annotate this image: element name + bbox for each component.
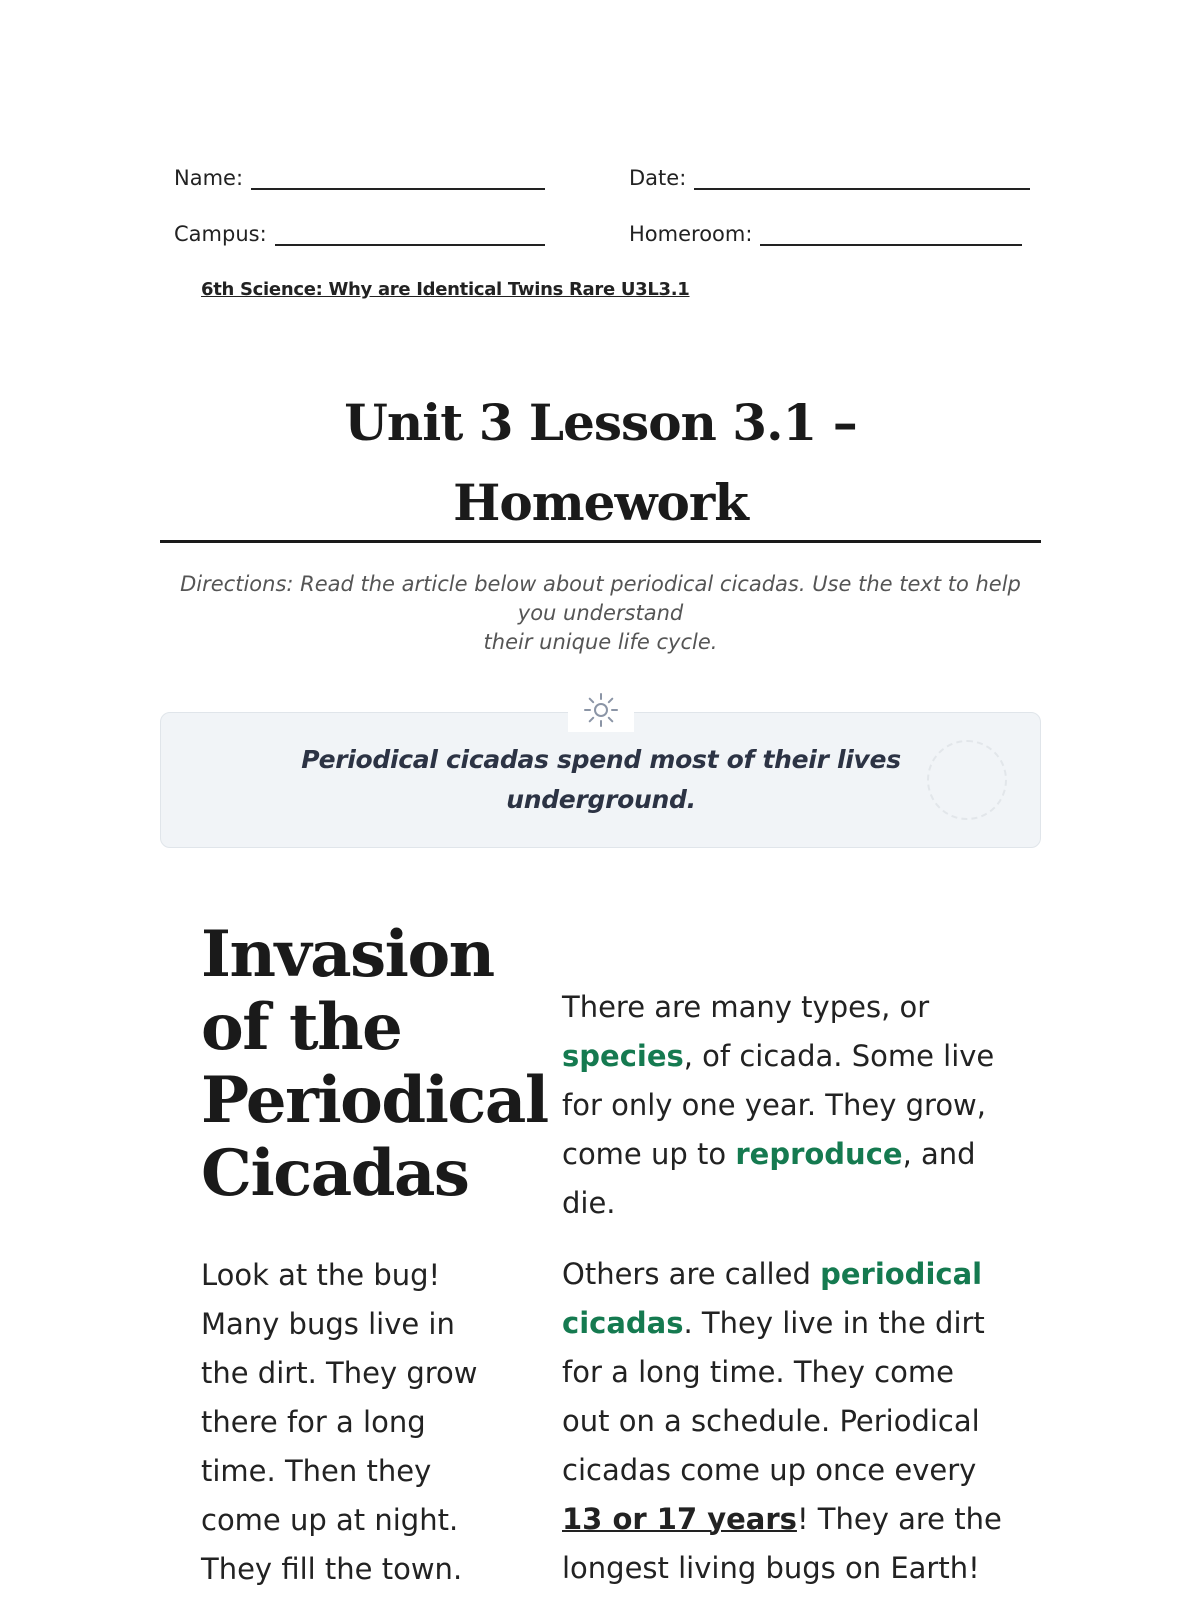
paragraph-line: there for a long — [201, 1405, 426, 1439]
date-label: Date: — [629, 166, 687, 190]
article-title-line: Periodical — [201, 1063, 548, 1138]
sun-icon — [583, 692, 619, 728]
directions-line-1: Directions: Read the article below about periodical cicadas. Use the text to help — [180, 572, 1021, 596]
name-field[interactable] — [251, 168, 545, 190]
article-title-line: of the — [201, 990, 402, 1065]
article-paragraph-1 — [562, 983, 1002, 1228]
directions — [160, 570, 1041, 657]
callout-decoration — [927, 740, 1007, 820]
text-run: ! They are the longest living bugs on Earth! — [562, 1502, 1002, 1585]
campus-label: Campus: — [174, 222, 267, 246]
vocab-word-periodical-cicadas: periodical cicadas — [562, 1257, 983, 1340]
emphasis-13-or-17-years: 13 or 17 years — [562, 1502, 797, 1536]
name-label: Name: — [174, 166, 244, 190]
homeroom-field-row — [629, 222, 1022, 246]
text-run: , of cicada. Some live for only one year. They grow, come up to — [562, 1039, 995, 1171]
homeroom-label: Homeroom: — [629, 222, 753, 246]
course-title: 6th Science: Why are Identical Twins Rare U3L3.1 — [201, 279, 690, 300]
callout-line-1: Periodical cicadas spend most of their lives — [301, 745, 901, 774]
article-title-line: Invasion — [201, 917, 494, 992]
vocab-word-species: species — [562, 1039, 684, 1073]
paragraph-line: time. Then they — [201, 1454, 432, 1488]
date-field[interactable] — [694, 168, 1030, 190]
callout-text — [280, 740, 922, 820]
text-run: Others are called — [562, 1257, 821, 1291]
text-run: There are many types, or — [562, 990, 930, 1024]
paragraph-line: come up at night. — [201, 1503, 459, 1537]
page-title-line-1: Unit 3 Lesson 3.1 – — [344, 393, 857, 452]
article-left-paragraph — [201, 1251, 501, 1594]
text-run: . They live in the dirt for a long time. They come out on a schedule. Periodical cicadas come up once every — [562, 1306, 985, 1487]
vocab-word-reproduce: reproduce — [735, 1137, 903, 1171]
article-paragraph-2 — [562, 1250, 1002, 1593]
page-title — [160, 383, 1041, 543]
text-run: , and die. — [562, 1137, 976, 1220]
campus-field-row — [174, 222, 545, 246]
directions-line-2: you understand — [517, 601, 684, 625]
article-title — [201, 918, 561, 1210]
paragraph-line: They fill the town. — [201, 1552, 463, 1586]
title-divider — [160, 540, 1041, 543]
page-title-line-2: Homework — [453, 473, 748, 532]
article-title-line: Cicadas — [201, 1136, 469, 1211]
name-field-row — [174, 166, 545, 190]
paragraph-line: Many bugs live in — [201, 1307, 455, 1341]
date-field-row — [629, 166, 1030, 190]
campus-field[interactable] — [275, 224, 545, 246]
paragraph-line: Look at the bug! — [201, 1258, 441, 1292]
directions-line-3: their unique life cycle. — [483, 630, 718, 654]
homeroom-field[interactable] — [760, 224, 1022, 246]
article-right-column — [562, 983, 1002, 1593]
callout-line-2: underground. — [506, 785, 696, 814]
paragraph-line: the dirt. They grow — [201, 1356, 478, 1390]
